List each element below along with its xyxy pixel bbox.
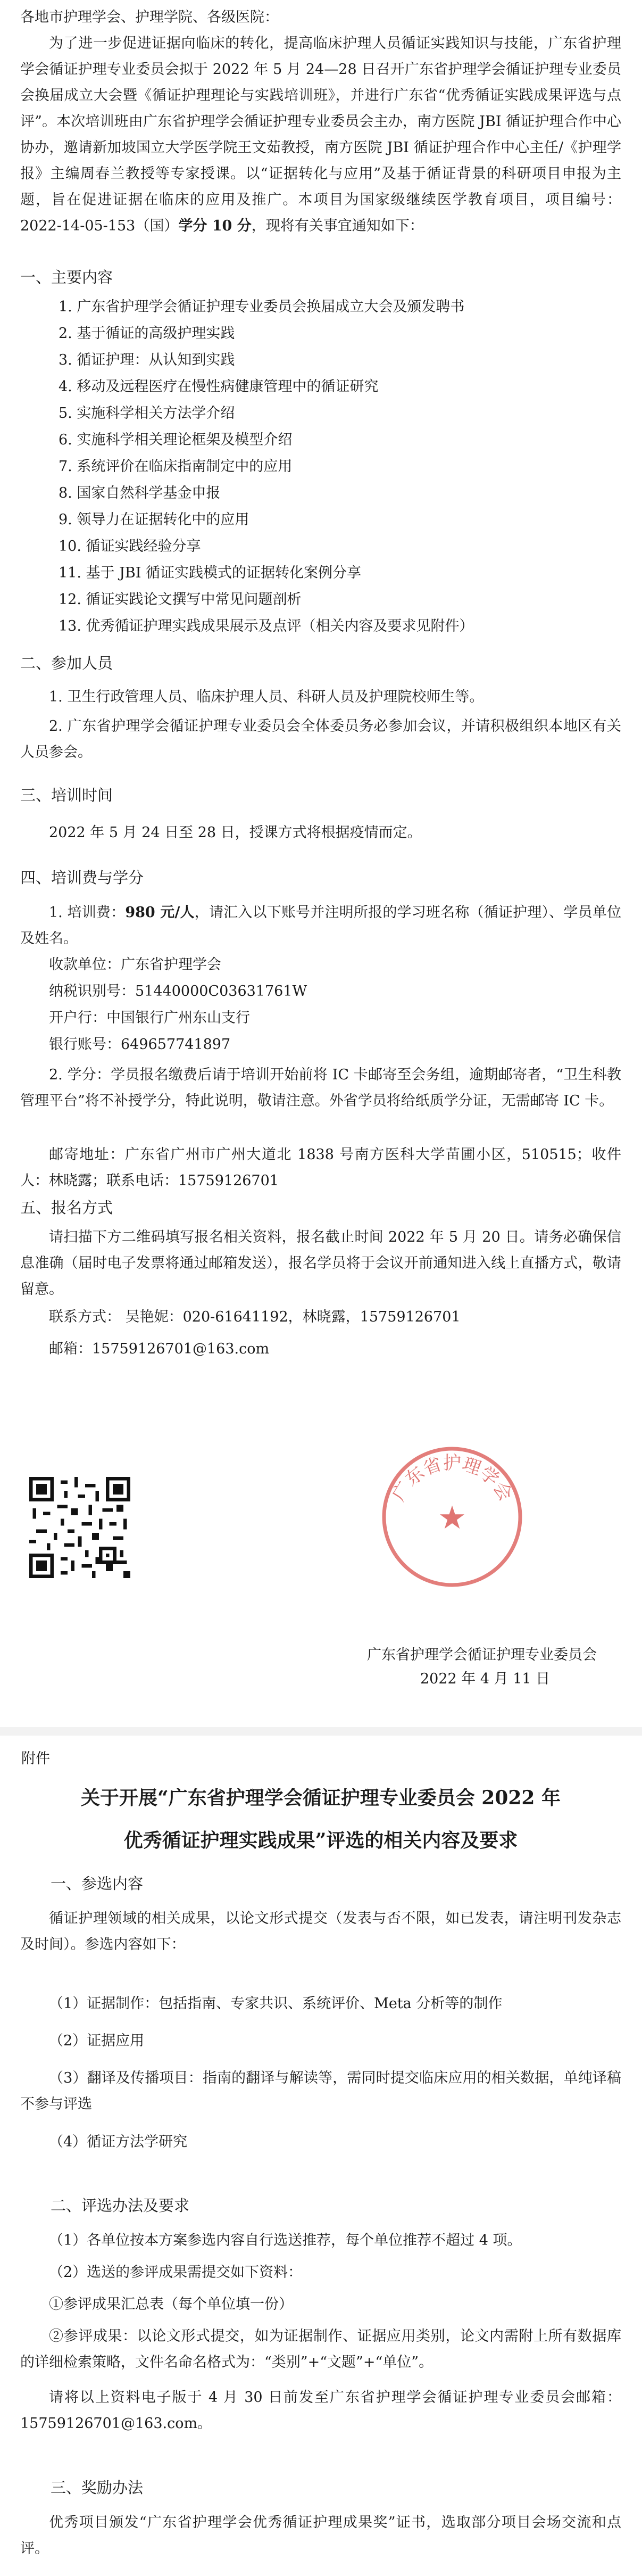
appendix-section-3-text: 优秀项目颁发“广东省护理学会优秀循证护理成果奖”证书，选取部分项目会场交流和点评。	[20, 2514, 621, 2557]
section-2-item-2: 2. 广东省护理学会循证护理专业委员会全体委员务必参加会议，并请积极组织本地区有关人员参会。	[20, 718, 621, 761]
fee-rest: ，请汇入以下账号并注明所报的学习班名称（循证护理）、学员单位及姓名。	[20, 904, 622, 947]
greeting: 各地市护理学会、护理学院、各级医院：	[20, 9, 279, 26]
list-item: 5. 实施科学相关方法学介绍	[59, 405, 235, 422]
list-item: 4. 移动及远程医疗在慢性病健康管理中的循证研究	[59, 378, 379, 395]
section-3-title: 三、培训时间	[20, 786, 113, 804]
signup-text: 请扫描下方二维码填写报名相关资料，报名截止时间 2022 年 5 月 20 日。请务必确保信息准确（届时电子发票将通过邮箱发送），报名学员将于会议开前通知进入线上直播方式，敬请留意。	[20, 1229, 621, 1298]
appendix-item: （2）选送的参评成果需提交如下资料：	[49, 2264, 303, 2281]
appendix-section-3-title: 三、奖励办法	[51, 2479, 144, 2497]
seal-star-icon: ★	[438, 1499, 466, 1537]
seal-text: 广东省护理学会	[388, 1452, 516, 1505]
appendix-item: （1）证据制作：包括指南、专家共识、系统评价、Meta 分析等的制作	[49, 1995, 503, 2012]
section-1-list	[59, 294, 622, 640]
fee-amount: 980 元/人	[125, 904, 195, 921]
intro-paragraph	[20, 30, 621, 239]
signature-org: 广东省护理学会循证护理专业委员会	[367, 1647, 597, 1663]
appendix-title-line-2: 优秀循证护理实践成果”评选的相关内容及要求	[123, 1829, 518, 1852]
bank-account: 银行账号：649657741897	[49, 1036, 231, 1053]
fee-prefix: 1. 培训费：	[49, 904, 126, 921]
list-item: 3. 循证护理：从认知到实践	[59, 352, 235, 368]
contact: 联系方式： 吴艳妮：020-61641192，林晓露，15759126701	[49, 1309, 461, 1325]
section-5-title: 五、报名方式	[20, 1199, 113, 1217]
appendix-item: （4）循证方法学研究	[49, 2134, 188, 2150]
list-item: 6. 实施科学相关理论框架及模型介绍	[59, 432, 293, 448]
list-item: 13. 优秀循证护理实践成果展示及点评（相关内容及要求见附件）	[59, 618, 474, 634]
page-separator	[0, 1727, 642, 1736]
intro-text: 为了进一步促进证据向临床的转化，提高临床护理人员循证实践知识与技能，广东省护理学会循证护理专业委员会拟于 2022 年 5 月 24—28 日召开广东省护理学会循证护理专业委员会换届成立大会暨《循证护理理论与实践培训班》，并进行广东省“优秀循证实践成果评选与点评”。本次培训班由广东省护理学会循证护理专业委员会主办，南方医院 JBI 循证护理合作中心协办，邀请新加坡国立大学医学院王文茹教授，南方医院 JBI 循证护理合作中心主任/《护理学报》主编周春兰教授等专家授课。以“证据转化与应用”及基于循证背景的科研项目申报为主题，旨在促进证据在临床的应用及推广。本项目为国家级继续医学教育项目，项目编号：2022-14-05-153（国）	[20, 35, 621, 234]
appendix-sub-item: ①参评成果汇总表（每个单位填一份）	[49, 2296, 293, 2313]
appendix-title-line-1: 关于开展“广东省护理学会循证护理专业委员会 2022 年	[81, 1787, 561, 1809]
section-2-item-1: 1. 卫生行政管理人员、临床护理人员、科研人员及护理院校师生等。	[49, 689, 484, 705]
appendix-item: （3）翻译及传播项目：指南的翻译与解读等，需同时提交临床应用的相关数据，单纯译稿不参与评选	[20, 2070, 621, 2112]
payee: 收款单位：广东省护理学会	[49, 956, 221, 973]
email: 邮箱：15759126701@163.com	[49, 1341, 270, 1357]
section-3-text: 2022 年 5 月 24 日至 28 日，授课方式将根据疫情而定。	[49, 824, 422, 841]
list-item: 12. 循证实践论文撰写中常见问题剖析	[59, 591, 302, 608]
bank: 开户行：中国银行广州东山支行	[49, 1010, 250, 1026]
official-seal	[372, 1437, 532, 1597]
appendix-section-1-text: 循证护理领域的相关成果，以论文形式提交（发表与否不限，如已发表，请注明刊发杂志及时间）。参选内容如下：	[20, 1910, 621, 1953]
section-4-title: 四、培训费与学分	[20, 869, 144, 887]
signature-date: 2022 年 4 月 11 日	[420, 1671, 551, 1687]
section-2-title: 二、参加人员	[20, 654, 113, 672]
appendix-sub-item: ②参评成果：以论文形式提交，如为证据制作、证据应用类别，论文内需附上所有数据库的详细检索策略，文件名命名格式为：“类别”+“文题”+“单位”。	[20, 2328, 621, 2371]
mail-address: 邮寄地址：广东省广州市广州大道北 1838 号南方医科大学苗圃小区，510515；收件人：林晓露；联系电话：15759126701	[20, 1146, 621, 1189]
intro-tail: ，现将有关事宜通知如下：	[251, 218, 424, 234]
appendix-section-1-title: 一、参选内容	[51, 1875, 144, 1893]
qr-code[interactable]	[29, 1477, 130, 1578]
appendix-section-2-title: 二、评选办法及要求	[51, 2197, 190, 2215]
appendix-item: （1）各单位按本方案参选内容自行选送推荐，每个单位推荐不超过 4 项。	[49, 2232, 522, 2249]
list-item: 8. 国家自然科学基金申报	[59, 485, 221, 501]
fee-paragraph	[20, 899, 621, 952]
appendix-submit-note: 请将以上资料电子版于 4 月 30 日前发至广东省护理学会循证护理专业委员会邮箱：15759126701@163.com。	[20, 2389, 621, 2432]
appendix-label: 附件	[21, 1751, 50, 1767]
list-item: 10. 循证实践经验分享	[59, 538, 201, 555]
section-1-title: 一、主要内容	[20, 268, 113, 286]
appendix-item: （2）证据应用	[49, 2033, 145, 2049]
credits: 学分 10 分	[178, 218, 252, 234]
list-item: 11. 基于 JBI 循证实践模式的证据转化案例分享	[59, 565, 362, 581]
svg-text:广东省护理学会	[388, 1452, 516, 1505]
list-item: 7. 系统评价在临床指南制定中的应用	[59, 458, 293, 475]
list-item: 1. 广东省护理学会循证护理专业委员会换届成立大会及颁发聘书	[59, 299, 465, 315]
list-item: 9. 领导力在证据转化中的应用	[59, 511, 249, 528]
tax-id: 纳税识别号：51440000C03631761W	[49, 983, 307, 1000]
list-item: 2. 基于循证的高级护理实践	[59, 325, 235, 342]
credit-note: 2. 学分：学员报名缴费后请于培训开始前将 IC 卡邮寄至会务组，逾期邮寄者，“卫生科教管理平台”将不补授学分，特此说明，敬请注意。外省学员将给纸质学分证，无需邮寄 IC 卡。	[20, 1067, 621, 1109]
